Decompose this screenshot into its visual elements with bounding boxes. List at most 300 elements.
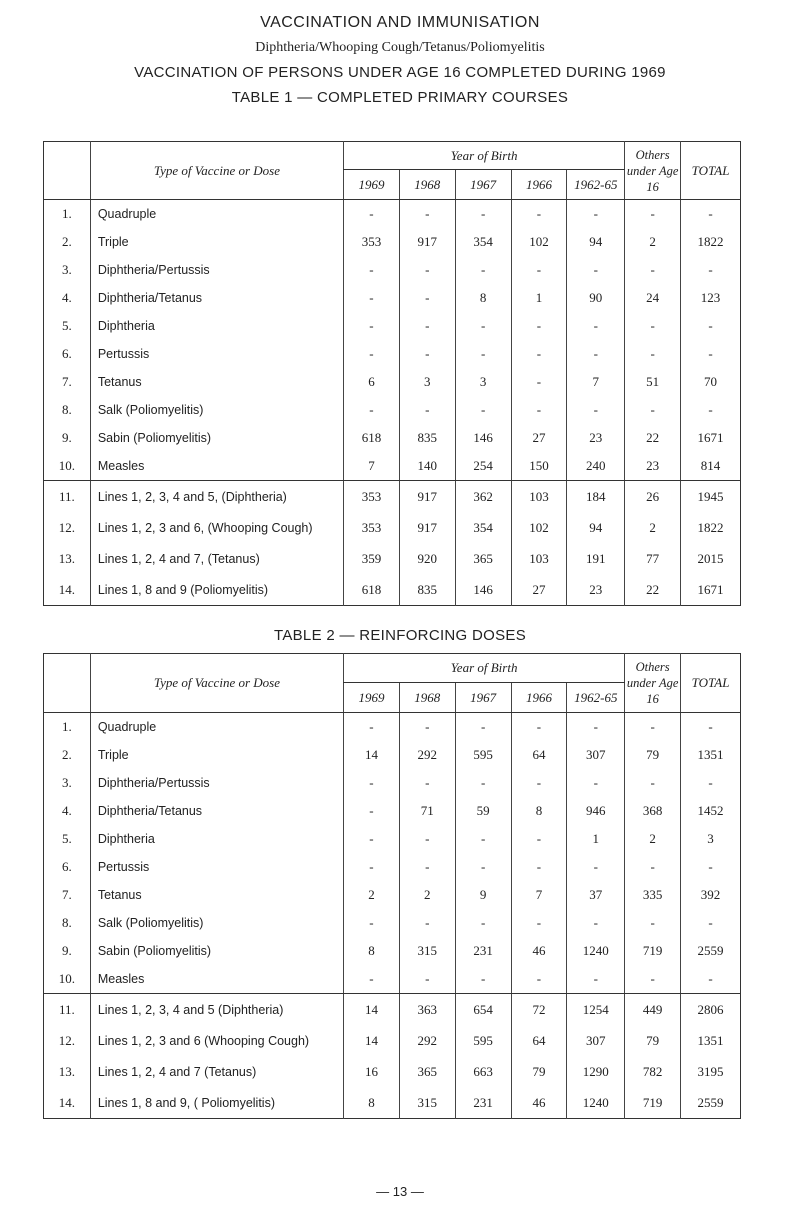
cell-value: 365: [455, 543, 511, 574]
row-number: 2.: [62, 234, 72, 249]
row-label: Lines 1, 2, 4 and 7 (Tetanus): [90, 1056, 343, 1087]
cell-value: 14: [344, 741, 400, 769]
cell-value: -: [511, 256, 567, 284]
summary-row: [44, 543, 741, 574]
cell-value: 2559: [681, 1087, 741, 1119]
cell-value: -: [511, 769, 567, 797]
cell-value: -: [567, 312, 625, 340]
cell-value: 184: [567, 481, 625, 513]
cell-value: 2: [625, 512, 681, 543]
row-label: Triple: [90, 228, 343, 256]
cell-value: 26: [625, 481, 681, 513]
page-heading: VACCINATION AND IMMUNISATION: [260, 14, 540, 31]
cell-value: -: [399, 853, 455, 881]
cell-value: 917: [399, 228, 455, 256]
cell-value: 663: [455, 1056, 511, 1087]
row-label: Diphtheria/Pertussis: [90, 256, 343, 284]
cell-value: 365: [399, 1056, 455, 1087]
cell-value: -: [625, 713, 681, 742]
cell-value: 22: [625, 574, 681, 606]
table2-title: TABLE 2 — REINFORCING DOSES: [273, 627, 527, 644]
table-row: [44, 853, 741, 881]
cell-value: 1: [567, 825, 625, 853]
cell-value: 835: [399, 424, 455, 452]
cell-value: 595: [455, 741, 511, 769]
row-label: Tetanus: [90, 368, 343, 396]
row-number: 5.: [62, 831, 72, 846]
cell-value: -: [399, 340, 455, 368]
table-row: [44, 713, 741, 742]
cell-value: 1240: [567, 1087, 625, 1119]
cell-value: 363: [399, 994, 455, 1026]
cell-value: 24: [625, 284, 681, 312]
table-row: [44, 741, 741, 769]
year-1966-header: 1966: [511, 170, 567, 200]
table-row: [44, 452, 741, 481]
summary-row: [44, 574, 741, 606]
cell-value: 1822: [681, 228, 741, 256]
cell-value: 618: [344, 424, 400, 452]
page-subheading: Diphtheria/Whooping Cough/Tetanus/Poliomyelitis: [255, 40, 545, 55]
cell-value: 2: [625, 825, 681, 853]
row-number: 10.: [44, 965, 91, 994]
cell-value: -: [399, 200, 455, 229]
row-label: Triple: [90, 741, 343, 769]
cell-value: 307: [567, 741, 625, 769]
row-number: 12.: [58, 1032, 76, 1048]
row-number: 2.: [62, 747, 72, 762]
cell-value: -: [511, 713, 567, 742]
cell-value: 2: [399, 881, 455, 909]
cell-value: 3: [681, 825, 741, 853]
cell-value: -: [344, 853, 400, 881]
cell-value: 1822: [681, 512, 741, 543]
cell-value: 654: [455, 994, 511, 1026]
cell-value: 353: [344, 228, 400, 256]
type-header: Type of Vaccine or Dose: [90, 654, 343, 713]
cell-value: 1452: [681, 797, 741, 825]
cell-value: -: [399, 769, 455, 797]
cell-value: 23: [567, 424, 625, 452]
cell-value: 14: [344, 1025, 400, 1056]
cell-value: -: [511, 396, 567, 424]
summary-row: [44, 512, 741, 543]
row-number: 7.: [62, 374, 72, 389]
cell-value: 814: [681, 452, 741, 481]
cell-value: 79: [625, 741, 681, 769]
cell-value: -: [455, 396, 511, 424]
table1-title: TABLE 1 — COMPLETED PRIMARY COURSES: [231, 89, 569, 106]
row-label: Sabin (Poliomyelitis): [90, 424, 343, 452]
total-header: TOTAL: [681, 654, 741, 713]
cell-value: 191: [567, 543, 625, 574]
table-row: [44, 256, 741, 284]
year-1967-header: 1967: [455, 683, 511, 713]
cell-value: -: [399, 713, 455, 742]
cell-value: 90: [567, 284, 625, 312]
cell-value: 3195: [681, 1056, 741, 1087]
row-number-header: [44, 654, 91, 713]
cell-value: 94: [567, 512, 625, 543]
cell-value: 7: [567, 368, 625, 396]
cell-value: 23: [567, 574, 625, 606]
cell-value: -: [681, 312, 741, 340]
table-row: [44, 424, 741, 452]
cell-value: 835: [399, 574, 455, 606]
cell-value: 719: [625, 937, 681, 965]
cell-value: 146: [455, 574, 511, 606]
cell-value: 71: [399, 797, 455, 825]
cell-value: -: [399, 284, 455, 312]
cell-value: 2559: [681, 937, 741, 965]
row-label: Lines 1, 8 and 9 (Poliomyelitis): [90, 574, 343, 606]
cell-value: 2: [344, 881, 400, 909]
row-label: Salk (Poliomyelitis): [90, 909, 343, 937]
row-number: 11.: [44, 994, 91, 1026]
cell-value: 618: [344, 574, 400, 606]
row-label: Diphtheria: [90, 312, 343, 340]
cell-value: 27: [511, 424, 567, 452]
cell-value: 46: [511, 1087, 567, 1119]
row-number: 12.: [58, 519, 76, 535]
cell-value: -: [567, 396, 625, 424]
cell-value: -: [455, 909, 511, 937]
cell-value: -: [344, 797, 400, 825]
others-header: Others under Age 16: [625, 654, 681, 713]
cell-value: 917: [399, 481, 455, 513]
cell-value: -: [344, 340, 400, 368]
row-label: Quadruple: [90, 200, 343, 229]
cell-value: 79: [511, 1056, 567, 1087]
row-number: 8.: [62, 915, 72, 930]
cell-value: 315: [399, 937, 455, 965]
cell-value: 3: [455, 368, 511, 396]
cell-value: 2015: [681, 543, 741, 574]
row-number: 3.: [62, 262, 72, 277]
cell-value: -: [455, 965, 511, 994]
row-label: Measles: [90, 452, 343, 481]
cell-value: 7: [344, 452, 400, 481]
cell-value: -: [399, 825, 455, 853]
row-label: Tetanus: [90, 881, 343, 909]
cell-value: -: [455, 200, 511, 229]
cell-value: -: [455, 713, 511, 742]
cell-value: -: [625, 340, 681, 368]
row-number: 9.: [62, 943, 72, 958]
cell-value: -: [567, 256, 625, 284]
row-label: Pertussis: [90, 340, 343, 368]
cell-value: -: [511, 909, 567, 937]
cell-value: 231: [455, 1087, 511, 1119]
cell-value: 353: [344, 512, 400, 543]
cell-value: 64: [511, 741, 567, 769]
cell-value: 362: [455, 481, 511, 513]
year-of-birth-header: Year of Birth: [344, 142, 625, 170]
cell-value: -: [625, 769, 681, 797]
cell-value: 2: [625, 228, 681, 256]
type-header: Type of Vaccine or Dose: [90, 142, 343, 200]
row-label: Diphtheria/Pertussis: [90, 769, 343, 797]
cell-value: 123: [681, 284, 741, 312]
cell-value: 23: [625, 452, 681, 481]
cell-value: -: [344, 825, 400, 853]
year-1967-header: 1967: [455, 170, 511, 200]
table-row: [44, 312, 741, 340]
row-number: 9.: [62, 430, 72, 445]
row-number: 14.: [58, 581, 76, 597]
cell-value: -: [567, 853, 625, 881]
row-label: Lines 1, 2, 4 and 7, (Tetanus): [90, 543, 343, 574]
table-row: [44, 284, 741, 312]
cell-value: -: [344, 396, 400, 424]
cell-value: 335: [625, 881, 681, 909]
cell-value: -: [511, 340, 567, 368]
cell-value: 292: [399, 1025, 455, 1056]
cell-value: 46: [511, 937, 567, 965]
row-number: 8.: [62, 402, 72, 417]
cell-value: -: [567, 965, 625, 994]
cell-value: 64: [511, 1025, 567, 1056]
year-of-birth-header: Year of Birth: [344, 654, 625, 683]
summary-row: [44, 1087, 741, 1119]
row-label: Pertussis: [90, 853, 343, 881]
row-label: Lines 1, 2, 3, 4 and 5, (Diphtheria): [90, 481, 343, 513]
row-number: 4.: [62, 803, 72, 818]
table-row: [44, 937, 741, 965]
row-label: Lines 1, 2, 3, 4 and 5 (Diphtheria): [90, 994, 343, 1026]
cell-value: 146: [455, 424, 511, 452]
cell-value: 1351: [681, 1025, 741, 1056]
table-row: [44, 340, 741, 368]
cell-value: 946: [567, 797, 625, 825]
cell-value: 1: [511, 284, 567, 312]
table-row: [44, 396, 741, 424]
cell-value: 3: [399, 368, 455, 396]
row-label: Measles: [90, 965, 343, 994]
table-row: [44, 200, 741, 229]
cell-value: 782: [625, 1056, 681, 1087]
cell-value: -: [567, 713, 625, 742]
cell-value: 315: [399, 1087, 455, 1119]
cell-value: 77: [625, 543, 681, 574]
summary-row: [44, 994, 741, 1026]
table-row: [44, 881, 741, 909]
cell-value: 392: [681, 881, 741, 909]
cell-value: -: [625, 256, 681, 284]
row-number: 5.: [62, 318, 72, 333]
year-1968-header: 1968: [399, 170, 455, 200]
cell-value: 103: [511, 481, 567, 513]
cell-value: 8: [511, 797, 567, 825]
cell-value: -: [399, 909, 455, 937]
cell-value: 102: [511, 228, 567, 256]
cell-value: 1351: [681, 741, 741, 769]
cell-value: 1671: [681, 574, 741, 606]
row-label: Salk (Poliomyelitis): [90, 396, 343, 424]
cell-value: -: [344, 713, 400, 742]
cell-value: -: [681, 396, 741, 424]
row-number: 14.: [58, 1094, 76, 1110]
cell-value: 595: [455, 1025, 511, 1056]
cell-value: -: [567, 769, 625, 797]
cell-value: 150: [511, 452, 567, 481]
cell-value: 37: [567, 881, 625, 909]
summary-row: [44, 1056, 741, 1087]
row-label: Diphtheria/Tetanus: [90, 284, 343, 312]
row-number: 6.: [62, 859, 72, 874]
table-row: [44, 797, 741, 825]
page-number: — 13 —: [376, 1184, 424, 1199]
cell-value: -: [344, 200, 400, 229]
cell-value: -: [344, 909, 400, 937]
page-title: VACCINATION OF PERSONS UNDER AGE 16 COMPLETED DURING 1969: [134, 64, 666, 81]
others-header: Others under Age 16: [625, 142, 681, 200]
cell-value: -: [455, 256, 511, 284]
cell-value: 307: [567, 1025, 625, 1056]
cell-value: -: [455, 340, 511, 368]
year-1969-header: 1969: [344, 170, 400, 200]
row-label: Quadruple: [90, 713, 343, 742]
cell-value: -: [455, 853, 511, 881]
cell-value: -: [455, 312, 511, 340]
cell-value: -: [344, 256, 400, 284]
cell-value: -: [511, 965, 567, 994]
cell-value: 27: [511, 574, 567, 606]
year-1962-65-header: 1962-65: [567, 170, 625, 200]
cell-value: -: [511, 825, 567, 853]
cell-value: 2806: [681, 994, 741, 1026]
row-number: 13.: [58, 1063, 76, 1079]
year-1968-header: 1968: [399, 683, 455, 713]
cell-value: -: [567, 340, 625, 368]
cell-value: -: [681, 713, 741, 742]
table-row: [44, 825, 741, 853]
table-row: [44, 965, 741, 994]
row-number: 1.: [62, 719, 72, 734]
cell-value: -: [681, 256, 741, 284]
row-number-header: [44, 142, 91, 200]
cell-value: 1671: [681, 424, 741, 452]
cell-value: 240: [567, 452, 625, 481]
cell-value: -: [625, 965, 681, 994]
row-number: 6.: [62, 346, 72, 361]
cell-value: 719: [625, 1087, 681, 1119]
cell-value: 6: [344, 368, 400, 396]
row-label: Lines 1, 2, 3 and 6, (Whooping Cough): [90, 512, 343, 543]
cell-value: 59: [455, 797, 511, 825]
cell-value: 449: [625, 994, 681, 1026]
cell-value: 94: [567, 228, 625, 256]
cell-value: -: [344, 965, 400, 994]
cell-value: 292: [399, 741, 455, 769]
cell-value: -: [455, 825, 511, 853]
cell-value: -: [511, 312, 567, 340]
cell-value: -: [625, 200, 681, 229]
cell-value: -: [344, 769, 400, 797]
cell-value: 14: [344, 994, 400, 1026]
year-1969-header: 1969: [344, 683, 400, 713]
cell-value: -: [511, 853, 567, 881]
cell-value: 368: [625, 797, 681, 825]
row-number: 3.: [62, 775, 72, 790]
cell-value: -: [344, 284, 400, 312]
table-row: [44, 909, 741, 937]
cell-value: 103: [511, 543, 567, 574]
cell-value: 231: [455, 937, 511, 965]
cell-value: -: [567, 909, 625, 937]
cell-value: -: [511, 200, 567, 229]
cell-value: 8: [344, 1087, 400, 1119]
row-number: 13.: [58, 550, 76, 566]
cell-value: -: [681, 965, 741, 994]
cell-value: 359: [344, 543, 400, 574]
cell-value: 9: [455, 881, 511, 909]
cell-value: 16: [344, 1056, 400, 1087]
cell-value: 22: [625, 424, 681, 452]
row-number: 4.: [62, 290, 72, 305]
cell-value: 1290: [567, 1056, 625, 1087]
cell-value: -: [399, 312, 455, 340]
cell-value: -: [399, 965, 455, 994]
cell-value: 8: [455, 284, 511, 312]
cell-value: 1240: [567, 937, 625, 965]
row-number: 7.: [62, 887, 72, 902]
row-number: 11.: [44, 481, 91, 513]
cell-value: 102: [511, 512, 567, 543]
cell-value: 354: [455, 228, 511, 256]
year-1962-65-header: 1962-65: [567, 683, 625, 713]
cell-value: -: [567, 200, 625, 229]
row-label: Diphtheria/Tetanus: [90, 797, 343, 825]
total-header: TOTAL: [681, 142, 741, 200]
cell-value: -: [681, 909, 741, 937]
row-number: 1.: [62, 206, 72, 221]
cell-value: -: [681, 200, 741, 229]
cell-value: -: [625, 312, 681, 340]
cell-value: 51: [625, 368, 681, 396]
cell-value: 7: [511, 881, 567, 909]
row-label: Diphtheria: [90, 825, 343, 853]
cell-value: -: [344, 312, 400, 340]
row-label: Lines 1, 2, 3 and 6 (Whooping Cough): [90, 1025, 343, 1056]
table-1-completed-primary-courses: [43, 141, 741, 606]
cell-value: 254: [455, 452, 511, 481]
row-number: 10.: [44, 452, 91, 481]
cell-value: 353: [344, 481, 400, 513]
table-row: [44, 228, 741, 256]
cell-value: -: [681, 769, 741, 797]
cell-value: -: [455, 769, 511, 797]
cell-value: 1945: [681, 481, 741, 513]
cell-value: -: [625, 853, 681, 881]
year-1966-header: 1966: [511, 683, 567, 713]
cell-value: 1254: [567, 994, 625, 1026]
cell-value: 8: [344, 937, 400, 965]
cell-value: -: [681, 853, 741, 881]
cell-value: 79: [625, 1025, 681, 1056]
row-label: Sabin (Poliomyelitis): [90, 937, 343, 965]
cell-value: 917: [399, 512, 455, 543]
table-2-reinforcing-doses: [43, 653, 741, 1119]
cell-value: 354: [455, 512, 511, 543]
cell-value: -: [625, 909, 681, 937]
cell-value: -: [681, 340, 741, 368]
cell-value: -: [399, 256, 455, 284]
cell-value: -: [625, 396, 681, 424]
cell-value: -: [399, 396, 455, 424]
cell-value: 140: [399, 452, 455, 481]
row-label: Lines 1, 8 and 9, ( Poliomyelitis): [90, 1087, 343, 1119]
